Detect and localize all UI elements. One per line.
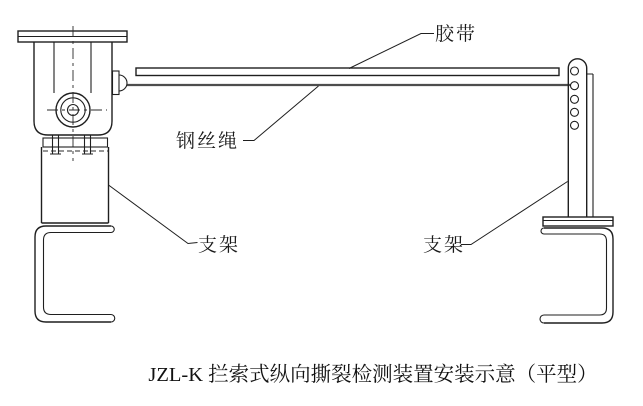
right-bracket-leader-line xyxy=(461,182,568,245)
wire-rope-leader-line xyxy=(243,86,319,141)
right-channel-outer xyxy=(544,228,613,323)
left-channel-tip-caps xyxy=(111,226,115,322)
detector-assembly xyxy=(18,26,127,161)
left-bracket-column xyxy=(42,147,109,223)
post-back-plate xyxy=(587,74,593,217)
post-hole-1 xyxy=(571,67,579,75)
right-post xyxy=(568,59,593,217)
left-bracket-leader-line xyxy=(109,185,198,244)
post-hole-2 xyxy=(571,82,579,90)
right-bracket-base-plate xyxy=(543,217,613,226)
post-hole-4 xyxy=(571,108,579,116)
conveyor-belt xyxy=(136,68,559,76)
wire-rope-label: 钢丝绳 xyxy=(176,131,240,152)
left-bracket xyxy=(35,147,115,322)
rope-anchor-knob xyxy=(119,75,127,91)
post-hole-5 xyxy=(571,121,579,129)
left-channel-outer xyxy=(35,226,111,322)
rope-anchor-block xyxy=(113,71,120,95)
right-bracket-label: 支架 xyxy=(423,235,466,256)
belt-label: 胶带 xyxy=(435,24,478,45)
left-bracket-label: 支架 xyxy=(198,235,241,256)
post-hole-3 xyxy=(571,95,579,103)
right-channel-inner xyxy=(544,234,607,315)
diagram-caption: JZL-K 拦索式纵向撕裂检测装置安装示意（平型） xyxy=(148,364,598,386)
detector-inner-ribs xyxy=(54,42,91,93)
left-channel-inner xyxy=(44,233,112,315)
belt-leader-line xyxy=(349,34,434,69)
right-channel-tip-caps xyxy=(540,228,544,323)
belt-bar xyxy=(136,68,559,76)
right-bracket xyxy=(540,217,613,323)
